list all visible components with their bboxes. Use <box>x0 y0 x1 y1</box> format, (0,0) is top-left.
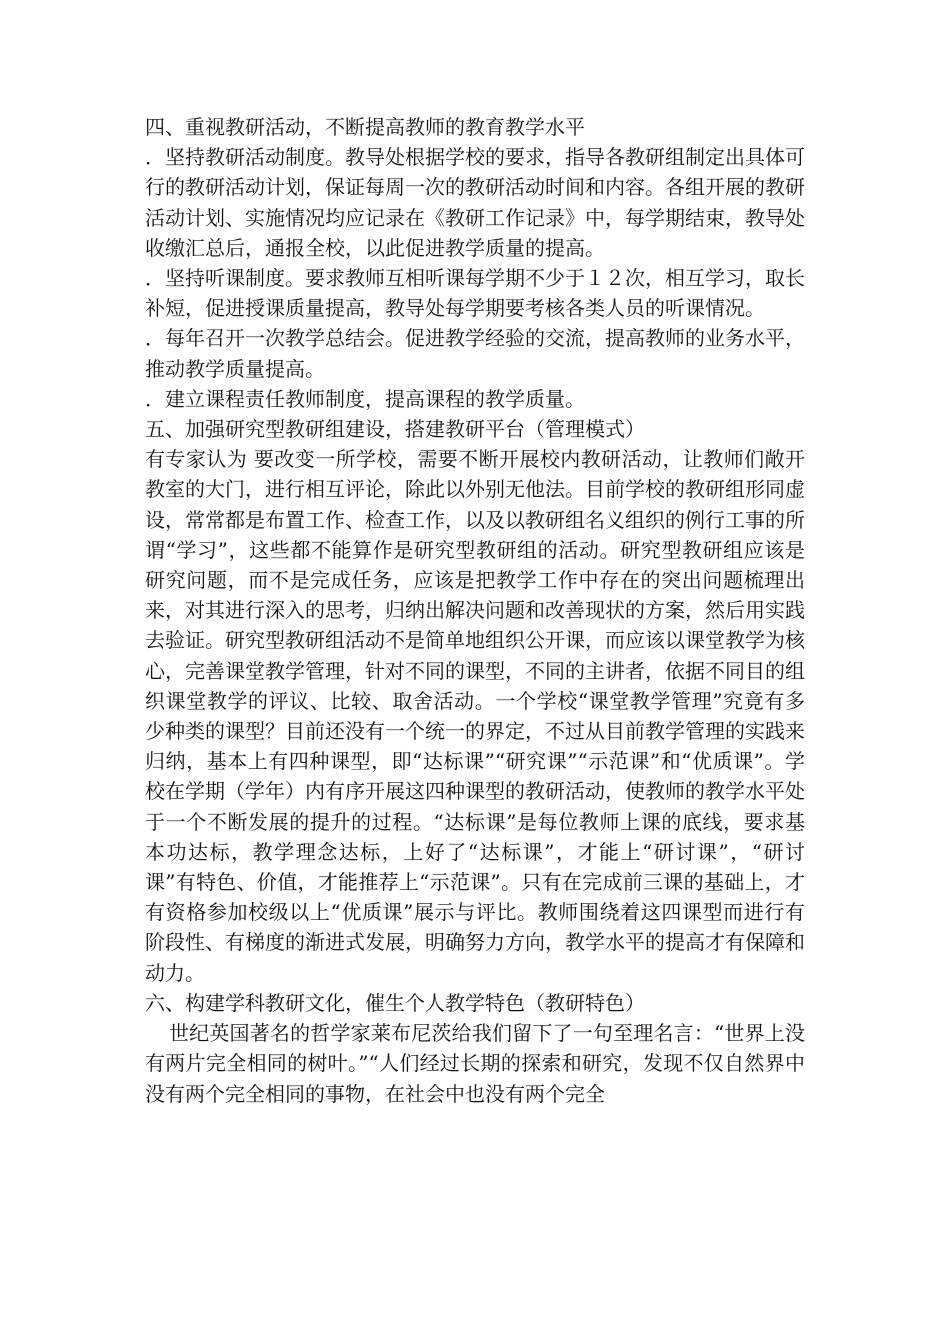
body-paragraph-research-groups: 有专家认为 要改变一所学校，需要不断开展校内教研活动，让教师们敞开教室的大门，进行相互评论，除此以外别无他法。目前学校的教研组形同虚设，常常都是布置工作、检查工作，以及以教研组名义组织的例行工事的所谓“学习”，这些都不能算作是研究型教研组的活动。研究型教研组应该是研究问题，而不是完成任务，应该是把教学工作中存在的突出问题梳理出来，对其进行深入的思考，归纳出解决问题和改善现状的方案，然后用实践去验证。研究型教研组活动不是简单地组织公开课，而应该以课堂教学为核心，完善课堂教学管理，针对不同的课型，不同的主讲者，依据不同目的组织课堂教学的评议、比较、取舍活动。一个学校“课堂教学管理”究竟有多少种类的课型？目前还没有一个统一的界定，不过从目前教学管理的实践来归纳，基本上有四种课型，即“达标课”“研究课”“示范课”和“优质课”。学校在学期（学年）内有序开展这四种课型的教研活动，使教师的教学水平处于一个不断发展的提升的过程。“达标课”是每位教师上课的底线，要求基本功达标，教学理念达标，上好了“达标课”，才能上“研讨课”，“研讨课”有特色、价值，才能推荐上“示范课”。只有在完成前三课的基础上，才有资格参加校级以上“优质课”展示与评比。教师围绕着这四课型而进行有阶段性、有梯度的渐进式发展，明确努力方向，教学水平的提高才有保障和动力。 <box>145 447 805 985</box>
list-item-annual-summary-meeting: ．每年召开一次教学总结会。促进教学经验的交流，提高教师的业务水平，推动教学质量提高。 <box>145 326 805 381</box>
section-heading-5: 五、加强研究型教研组建设，搭建教研平台（管理模式） <box>145 417 645 442</box>
list-item-teaching-research-system: ．坚持教研活动制度。教导处根据学校的要求，指导各教研组制定出具体可行的教研活动计划，保证每周一次的教研活动时间和内容。各组开展的教研活动计划、实施情况均应记录在《教研工作记录》中，每学期结束，教导处收缴汇总后，通报全校，以此促进教学质量的提高。 <box>145 145 805 260</box>
section-heading-6: 六、构建学科教研文化，催生个人教学特色（教研特色） <box>145 990 645 1015</box>
section-heading-4: 四、重视教研活动，不断提高教师的教育教学水平 <box>145 115 585 139</box>
list-item-course-responsibility: ．建立课程责任教师制度，提高课程的教学质量。 <box>145 386 585 411</box>
body-paragraph-leibniz-quote: 世纪英国著名的哲学家莱布尼茨给我们留下了一句至理名言：“世界上没有两片完全相同的树叶。”“人们经过长期的探索和研究，发现不仅自然界中没有两个完全相同的事物，在社会中也没有两个完全 <box>145 1021 805 1106</box>
document-body <box>145 112 805 1109</box>
list-item-lesson-observation: ．坚持听课制度。要求教师互相听课每学期不少于１２次，相互学习，取长补短，促进授课质量提高，教导处每学期要考核各类人员的听课情况。 <box>145 266 805 321</box>
